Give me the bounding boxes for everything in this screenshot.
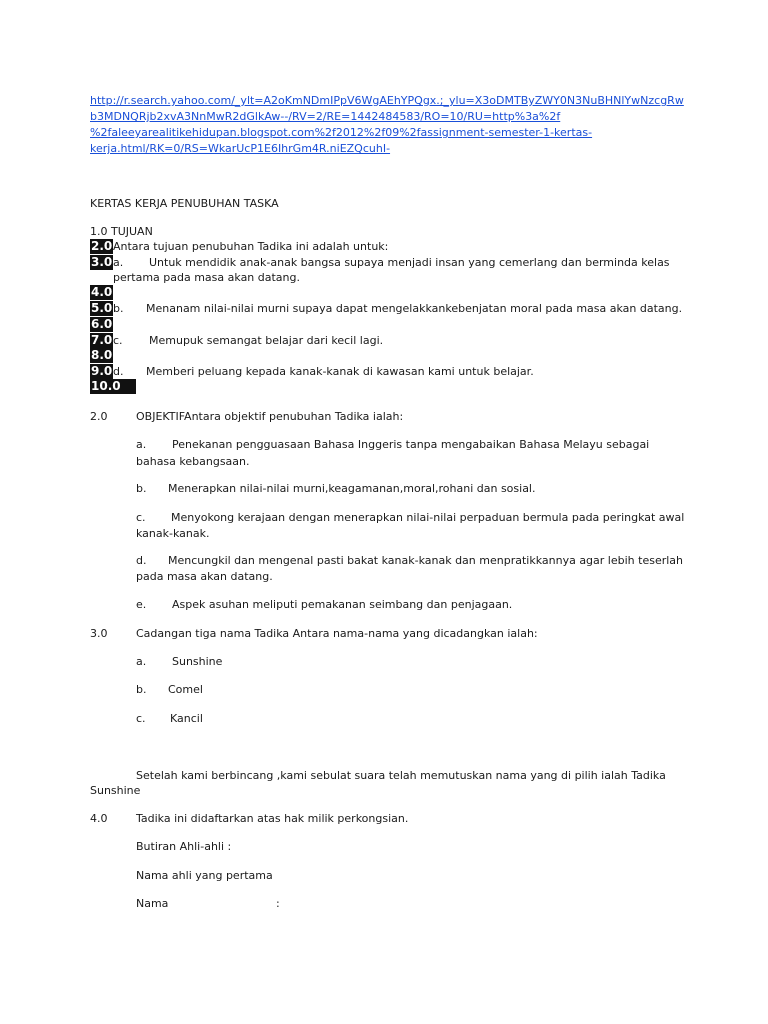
objective-d-marker: d. — [136, 554, 147, 567]
name-field-colon: : — [276, 897, 280, 910]
goal-c-text: Memupuk semangat belajar dari kecil lagi. — [149, 334, 384, 347]
source-link-line-1[interactable]: http://r.search.yahoo.com/_ylt=A2oKmNDmIPpV6WgAEhYPQgx.;_ylu=X3oDMTByZWY0N3NuBHNlYwNzcgRw — [90, 94, 684, 107]
section-4-text: Tadika ini didaftarkan atas hak milik perkongsian. — [136, 812, 409, 825]
source-link-line-3[interactable]: %2faleeyarealitikehidupan.blogspot.com%2f2012%2f09%2fassignment-semester-1-kertas- — [90, 126, 593, 139]
section-1-intro: Antara tujuan penubuhan Tadika ini adalah untuk: — [113, 240, 389, 253]
objective-c-continuation: kanak-kanak. — [136, 527, 210, 540]
section-4-number: 4.0 — [90, 812, 108, 825]
decision-text-line-2: Sunshine — [90, 784, 141, 797]
goal-d-marker: d. — [113, 365, 124, 378]
objective-a-marker: a. — [136, 438, 147, 451]
first-member-label: Nama ahli yang pertama — [136, 869, 273, 882]
list-number-10: 10.0 — [90, 379, 136, 394]
source-link-line-4[interactable]: kerja.html/RK=0/RS=WkarUcP1E6IhrGm4R.niEZQcuhI- — [90, 142, 391, 155]
section-2-heading: OBJEKTIFAntara objektif penubuhan Tadika ialah: — [136, 410, 404, 423]
objective-c-marker: c. — [136, 511, 146, 524]
name-field-label: Nama — [136, 897, 169, 910]
list-number-5: 5.0 — [91, 301, 113, 315]
list-number-6: 6.0 — [91, 317, 113, 331]
objective-b-marker: b. — [136, 482, 147, 495]
name-option-b: Comel — [168, 683, 203, 696]
section-3-heading: Cadangan tiga nama Tadika Antara nama-nama yang dicadangkan ialah: — [136, 627, 538, 640]
goal-b-text: Menanam nilai-nilai murni supaya dapat mengelakkankebenjatan moral pada masa akan datang. — [146, 302, 683, 315]
list-number-7: 7.0 — [91, 333, 113, 347]
objective-d-text: Mencungkil dan mengenal pasti bakat kanak-kanak dan menpratikkannya agar lebih teserlah — [168, 554, 684, 567]
goal-a-continuation: pertama pada masa akan datang. — [113, 271, 300, 284]
goal-c-marker: c. — [113, 334, 123, 347]
goal-d-text: Memberi peluang kepada kanak-kanak di kawasan kami untuk belajar. — [146, 365, 534, 378]
list-number-8: 8.0 — [91, 348, 113, 362]
members-label: Butiran Ahli-ahli : — [136, 840, 232, 853]
objective-a-continuation: bahasa kebangsaan. — [136, 455, 250, 468]
name-option-a-marker: a. — [136, 655, 147, 668]
section-3-number: 3.0 — [90, 627, 108, 640]
name-option-c: Kancil — [170, 712, 203, 725]
objective-c-text: Menyokong kerajaan dengan menerapkan nilai-nilai perpaduan bermula pada peringkat awal — [171, 511, 685, 524]
objective-e-text: Aspek asuhan meliputi pemakanan seimbang dan penjagaan. — [172, 598, 513, 611]
section-1-heading: 1.0 TUJUAN — [90, 225, 153, 238]
section-2-number: 2.0 — [90, 410, 108, 423]
list-number-3: 3.0 — [91, 255, 113, 269]
objective-b-text: Menerapkan nilai-nilai murni,keagamanan,moral,rohani dan sosial. — [168, 482, 536, 495]
list-number-9: 9.0 — [91, 364, 113, 378]
name-option-b-marker: b. — [136, 683, 147, 696]
source-link-line-2[interactable]: b3MDNQRjb2xvA3NnMwR2dGlkAw--/RV=2/RE=1442484583/RO=10/RU=http%3a%2f — [90, 110, 561, 123]
goal-a-marker: a. — [113, 256, 124, 269]
list-number-4: 4.0 — [91, 285, 113, 299]
name-option-a: Sunshine — [172, 655, 223, 668]
document-title: KERTAS KERJA PENUBUHAN TASKA — [90, 197, 279, 210]
name-option-c-marker: c. — [136, 712, 146, 725]
objective-a-text: Penekanan pengguasaan Bahasa Inggeris tanpa mengabaikan Bahasa Melayu sebagai — [172, 438, 650, 451]
list-number-2: 2.0 — [91, 239, 113, 253]
decision-text-line-1: Setelah kami berbincang ,kami sebulat suara telah memutuskan nama yang di pilih ialah Tadika — [136, 769, 666, 782]
goal-b-marker: b. — [113, 302, 124, 315]
objective-d-continuation: pada masa akan datang. — [136, 570, 273, 583]
objective-e-marker: e. — [136, 598, 147, 611]
goal-a-text: Untuk mendidik anak-anak bangsa supaya menjadi insan yang cemerlang dan berminda kelas — [149, 256, 670, 269]
